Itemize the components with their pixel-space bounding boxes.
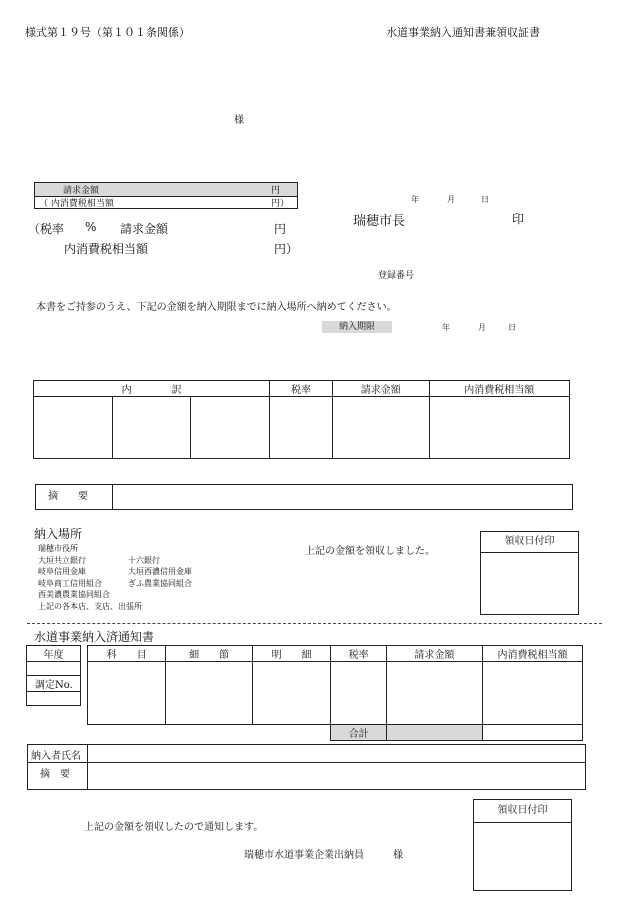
payer-box <box>27 744 586 790</box>
amount-tax-unit: 円） <box>271 199 290 209</box>
notice-stamp-label: 領収日付印 <box>474 800 571 823</box>
payment-places-list-1 <box>38 543 142 612</box>
breakdown-header-items: 内 訳 <box>34 381 270 397</box>
payment-places-title: 納入場所 <box>34 527 83 541</box>
cut-line <box>27 623 602 624</box>
notice-stamp-box <box>473 799 572 891</box>
notice-main-table <box>87 645 583 741</box>
tax-rate-billing-label: 請求金額 <box>120 222 169 236</box>
breakdown-cell <box>429 397 569 459</box>
place-item: 岐阜信用金庫 <box>38 567 86 576</box>
mayor-name: 瑞穂市長 <box>353 214 406 229</box>
breakdown-header-rate: 税率 <box>270 381 333 397</box>
notice-header-detail: 明 細 <box>252 646 330 662</box>
amount-billing-label: 請求金額 <box>63 186 100 196</box>
fiscal-year-label: 年度 <box>27 646 81 662</box>
tax-rate-tax-label: 内消費税相当額 <box>64 242 149 256</box>
issue-date-month: 月 <box>447 195 455 204</box>
fiscal-year-cell <box>27 662 81 676</box>
amount-billing-unit: 円 <box>271 186 281 196</box>
breakdown-header-billing: 請求金額 <box>332 381 429 397</box>
place-item: 西美濃農業協同組合 <box>38 590 110 599</box>
addressee-sama: 様 <box>234 115 244 126</box>
notice-header-billing: 請求金額 <box>386 646 482 662</box>
payment-places-list-2 <box>128 555 192 590</box>
breakdown-cell <box>270 397 333 459</box>
notice-header-subject: 科 目 <box>88 646 166 662</box>
payer-name-label: 納入者氏名 <box>31 751 81 762</box>
amount-tax-label: （ 内消費税相当額 <box>39 199 114 209</box>
tax-rate-tax-unit: 円） <box>274 242 299 256</box>
notice-total-label: 合計 <box>331 725 387 741</box>
receipt-stamp-label: 領収日付印 <box>481 532 578 553</box>
place-item: ぎふ農業協同組合 <box>128 578 192 588</box>
notice-total-spacer <box>88 725 331 741</box>
notice-total-billing <box>386 725 482 741</box>
deadline-label: 納入期限 <box>322 321 392 333</box>
deadline-month: 月 <box>478 323 486 332</box>
breakdown-cell <box>112 397 191 459</box>
breakdown-cell <box>191 397 270 459</box>
notice-header-rate: 税率 <box>331 646 387 662</box>
notice-total-tax <box>482 725 582 741</box>
notice-header-tax: 内消費税相当額 <box>482 646 582 662</box>
breakdown-cell <box>34 397 113 459</box>
notice-title: 水道事業納入済通知書 <box>34 630 155 644</box>
place-item: 大垣西濃信用金庫 <box>128 567 192 576</box>
place-item: 大垣共立銀行 <box>38 555 86 565</box>
receipt-text: 上記の金額を領収しました。 <box>305 546 435 557</box>
receipt-stamp-box <box>480 531 579 615</box>
instruction-text: 本書をご持参のうえ、下記の金額を納入期限までに納入場所へ納めてください。 <box>36 302 397 313</box>
remarks-box <box>35 484 573 510</box>
notice-cell <box>482 662 582 725</box>
registration-number-label: 登録番号 <box>378 271 415 281</box>
notify-text: 上記の金額を領収したので通知します。 <box>84 822 264 833</box>
place-item: 瑞穂市役所 <box>38 544 78 553</box>
notice-left-table <box>26 645 81 706</box>
tax-rate-pct: % <box>85 220 97 234</box>
treasurer-sama: 様 <box>393 850 403 861</box>
breakdown-table <box>33 380 570 459</box>
form-number: 様式第１９号（第１０１条関係） <box>25 26 190 39</box>
issue-date-year: 年 <box>411 195 419 204</box>
tax-rate-billing-unit: 円 <box>274 222 287 236</box>
deadline-year: 年 <box>442 323 450 332</box>
breakdown-header-tax: 内消費税相当額 <box>429 381 569 397</box>
assessment-no-cell <box>27 692 81 706</box>
place-item: 上記の各本店、支店、出張所 <box>38 601 142 611</box>
treasurer-name: 瑞穂市水道事業企業出納員 <box>244 850 364 861</box>
notice-cell <box>166 662 252 725</box>
notice-cell <box>386 662 482 725</box>
notice-remarks-label: 摘 要 <box>40 769 70 780</box>
issue-date-day: 日 <box>481 195 489 204</box>
notice-cell <box>252 662 330 725</box>
breakdown-cell <box>332 397 429 459</box>
assessment-no-label: 調定No. <box>27 676 81 692</box>
notice-cell <box>88 662 166 725</box>
remarks-label: 摘 要 <box>48 491 88 502</box>
notice-cell <box>331 662 387 725</box>
seal-mark: 印 <box>512 212 525 226</box>
document-title: 水道事業納入通知書兼領収証書 <box>386 26 540 39</box>
notice-header-section: 細 節 <box>166 646 252 662</box>
tax-rate-open: （税率 <box>28 222 65 236</box>
place-item: 岐阜商工信用組合 <box>38 578 102 588</box>
place-item: 十六銀行 <box>128 555 160 565</box>
amount-box <box>34 182 298 209</box>
deadline-day: 日 <box>508 323 516 332</box>
